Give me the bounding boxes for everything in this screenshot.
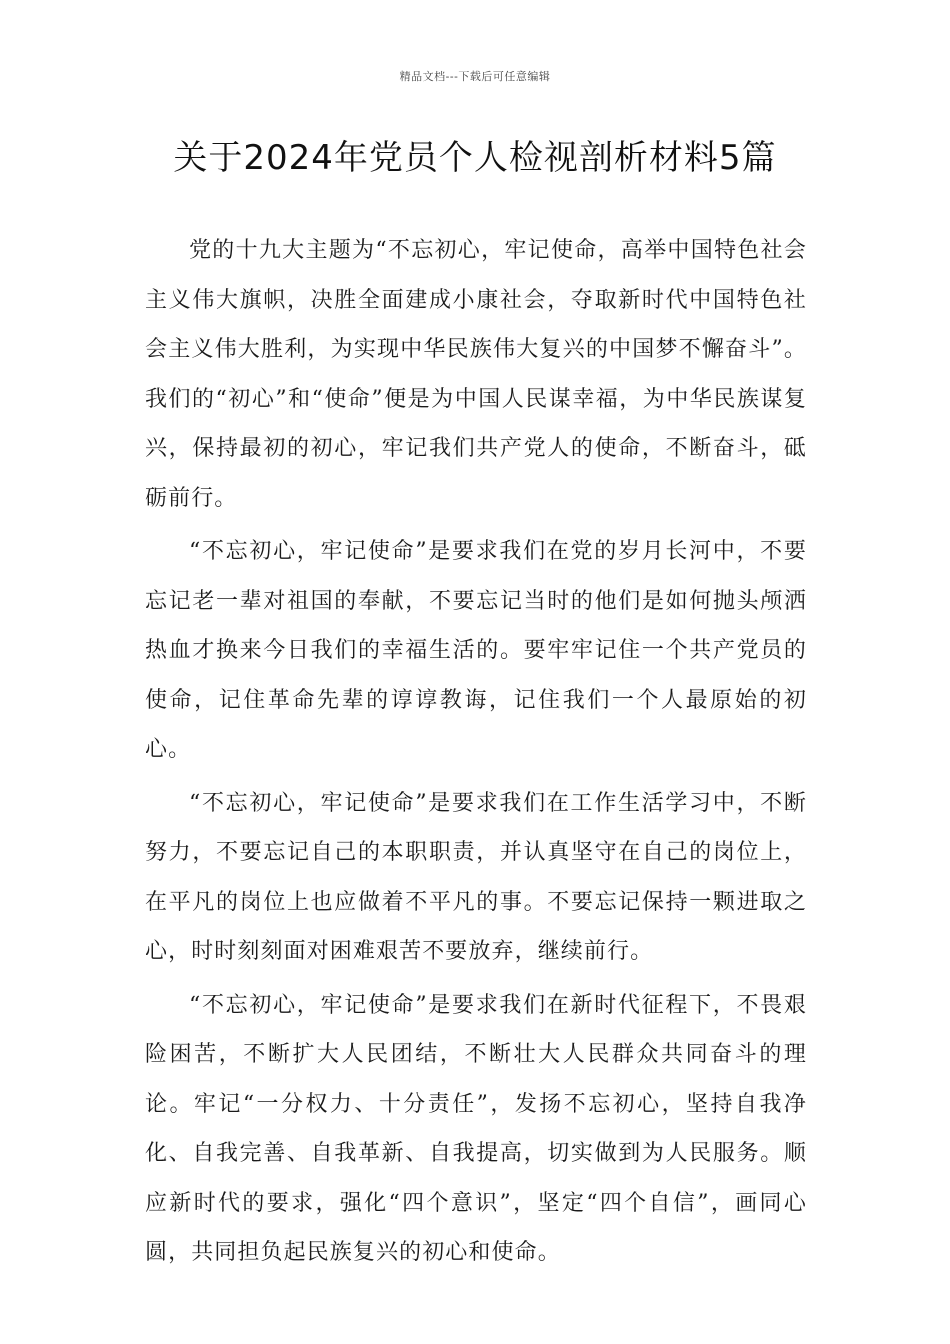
paragraph-2: “不忘初心，牢记使命”是要求我们在党的岁月长河中，不要忘记老一辈对祖国的奉献，不要忘记当时的他们是如何抛头颅洒热血才换来今日我们的幸福生活的。要牢牢记住一个共产党员的使命，记住革命先辈的谆谆教诲，记住我们一个人最原始的初心。	[145, 539, 807, 762]
document-body	[145, 226, 807, 1282]
header-note: 精品文档---下载后可任意编辑	[399, 70, 551, 83]
paragraph-3: “不忘初心，牢记使命”是要求我们在工作生活学习中，不断努力，不要忘记自己的本职职责，并认真坚守在自己的岗位上，在平凡的岗位上也应做着不平凡的事。不要忘记保持一颗进取之心，时时刻刻面对困难艰苦不要放弃，继续前行。	[145, 790, 807, 964]
paragraph-1: 党的十九大主题为“不忘初心，牢记使命，高举中国特色社会主义伟大旗帜，决胜全面建成小康社会，夺取新时代中国特色社会主义伟大胜利，为实现中华民族伟大复兴的中国梦不懈奋斗”。我们的“初心”和“使命”便是为中国人民谋幸福，为中华民族谋复兴，保持最初的初心，牢记我们共产党人的使命，不断奋斗，砥砺前行。	[145, 238, 807, 511]
paragraph-4: “不忘初心，牢记使命”是要求我们在新时代征程下，不畏艰险困苦，不断扩大人民团结，不断壮大人民群众共同奋斗的理论。牢记“一分权力、十分责任”，发扬不忘初心，坚持自我净化、自我完善、自我革新、自我提高，切实做到为人民服务。顺应新时代的要求，强化“四个意识”，坚定“四个自信”，画同心圆，共同担负起民族复兴的初心和使命。	[145, 992, 807, 1265]
document-title: 关于2024年党员个人检视剖析材料5篇	[173, 138, 777, 178]
